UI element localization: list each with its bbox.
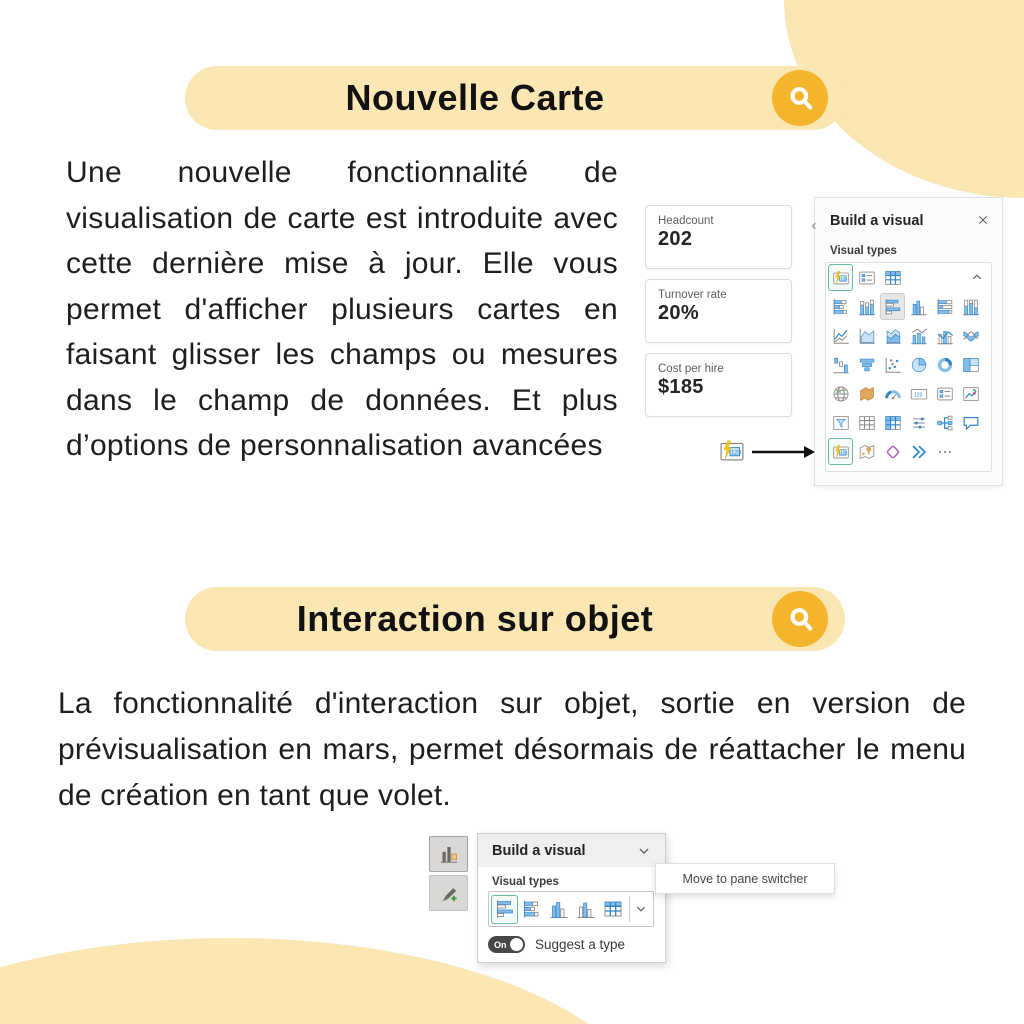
svg-text:123: 123 (913, 392, 922, 399)
svg-text:123: 123 (839, 449, 847, 455)
format-visual-icon (437, 881, 461, 905)
divider (629, 896, 630, 922)
pct-stacked-bar-icon[interactable] (932, 293, 957, 320)
clustered-column-icon[interactable] (906, 293, 931, 320)
line-icon[interactable] (828, 322, 853, 349)
kpi-icon[interactable] (958, 380, 983, 407)
visual-types-row (826, 321, 991, 350)
table-icon[interactable] (880, 264, 905, 291)
kpi-value: 202 (658, 228, 693, 250)
chevron-down-icon[interactable] (635, 842, 653, 860)
new-card-icon[interactable] (828, 438, 853, 465)
kpi-label: Cost per hire (658, 363, 724, 375)
kpi-value: 20% (658, 302, 699, 324)
visual-types-row (826, 263, 991, 292)
visual-types-label: Visual types (492, 876, 559, 888)
close-icon[interactable] (975, 212, 991, 228)
visual-types-row (826, 379, 991, 408)
decomposition-tree-icon[interactable] (932, 409, 957, 436)
funnel-icon[interactable] (854, 351, 879, 378)
new-card-callout-icon (716, 436, 748, 466)
treemap-icon[interactable] (958, 351, 983, 378)
chevron-up-icon[interactable] (969, 269, 985, 285)
pane-title: Build a visual (830, 213, 924, 229)
suggest-type-row (488, 936, 625, 953)
key-influencers-icon[interactable] (906, 409, 931, 436)
pane-switcher-build-button[interactable] (429, 836, 468, 872)
kpi-value: $185 (658, 376, 704, 398)
suggest-type-toggle[interactable] (488, 936, 525, 953)
kpi-card-turnover-rate[interactable] (645, 279, 792, 343)
stacked-bar-icon[interactable] (828, 293, 853, 320)
matrix-icon[interactable] (880, 409, 905, 436)
pane-header-dropdown[interactable] (478, 834, 665, 867)
visual-types-row (826, 408, 991, 437)
expand-visual-types-icon[interactable] (633, 901, 649, 917)
kpi-label: Headcount (658, 215, 714, 227)
visual-types-label: Visual types (830, 245, 897, 257)
pie-icon[interactable] (906, 351, 931, 378)
visual-types-row (826, 437, 991, 466)
arcgis-map-icon[interactable] (854, 438, 879, 465)
suggest-type-label: Suggest a type (535, 937, 626, 952)
visual-types-row (826, 292, 991, 321)
new-card-icon[interactable] (828, 264, 853, 291)
area-icon[interactable] (854, 322, 879, 349)
visual-types-row (488, 891, 654, 927)
clustered-column-icon[interactable] (545, 895, 572, 924)
paragraph-new-card: Une nouvelle fonctionnalité de visualisation de carte est introduite avec cette dernière mise à jour. Elle vous permet d'afficher plusieurs cartes en faisant glisser les champs ou mesures dans le champ de données. Et plus d’options de personnalisation avancées (66, 156, 618, 462)
donut-icon[interactable] (932, 351, 957, 378)
line-stacked-column-icon[interactable] (906, 322, 931, 349)
magnifier-badge (772, 70, 828, 126)
kpi-label: Turnover rate (658, 289, 727, 301)
magnifier-icon (785, 83, 815, 113)
filled-map-icon[interactable] (854, 380, 879, 407)
power-apps-icon[interactable] (880, 438, 905, 465)
pane-collapse-icon[interactable] (806, 218, 822, 234)
callout-arrow (752, 444, 816, 460)
heading-pill-new-card (185, 66, 845, 130)
heading-pill-on-object (185, 587, 845, 651)
toggle-state-label: On (494, 939, 507, 950)
svg-text:123: 123 (839, 275, 847, 281)
slicer-icon[interactable] (828, 409, 853, 436)
move-to-pane-switcher-tooltip: Move to pane switcher (655, 863, 835, 894)
visual-types-row (826, 350, 991, 379)
build-a-visual-docked-pane (477, 833, 666, 963)
qa-icon[interactable] (958, 409, 983, 436)
power-automate-icon[interactable] (906, 438, 931, 465)
waterfall-icon[interactable] (828, 351, 853, 378)
line-clustered-column-icon[interactable] (932, 322, 957, 349)
gauge-icon[interactable] (880, 380, 905, 407)
magnifier-icon (785, 604, 815, 634)
card-icon[interactable] (906, 380, 931, 407)
paragraph-on-object: La fonctionnalité d'interaction sur objet, sortie en version de prévisualisation en mars, permet désormais de réattacher le menu de création en tant que volet. (58, 687, 966, 812)
table-icon[interactable] (599, 895, 626, 924)
stacked-bar-icon[interactable] (518, 895, 545, 924)
kpi-card-headcount[interactable] (645, 205, 792, 269)
magnifier-badge (772, 591, 828, 647)
svg-text:123: 123 (731, 449, 742, 457)
ribbon-icon[interactable] (958, 322, 983, 349)
multirow-card-icon[interactable] (932, 380, 957, 407)
stacked-column-icon[interactable] (854, 293, 879, 320)
clustered-column-gray-icon[interactable] (572, 895, 599, 924)
clustered-bar-icon[interactable] (491, 895, 518, 924)
table-gray-icon[interactable] (854, 409, 879, 436)
scatter-icon[interactable] (880, 351, 905, 378)
pct-stacked-column-icon[interactable] (958, 293, 983, 320)
stacked-area-icon[interactable] (880, 322, 905, 349)
pane-title: Build a visual (492, 842, 586, 859)
pane-switcher-format-button[interactable] (429, 875, 468, 911)
kpi-card-cost-per-hire[interactable] (645, 353, 792, 417)
build-a-visual-pane (814, 197, 1003, 486)
multirow-card-icon[interactable] (854, 264, 879, 291)
section-title-new-card: Nouvelle Carte (345, 77, 605, 118)
build-visual-icon (437, 842, 461, 866)
toggle-knob (510, 938, 523, 951)
section-title-on-object: Interaction sur objet (296, 598, 654, 639)
map-icon[interactable] (828, 380, 853, 407)
visual-types-grid (825, 262, 992, 472)
clustered-bar-icon[interactable] (880, 293, 905, 320)
more-options-icon[interactable] (932, 438, 957, 465)
